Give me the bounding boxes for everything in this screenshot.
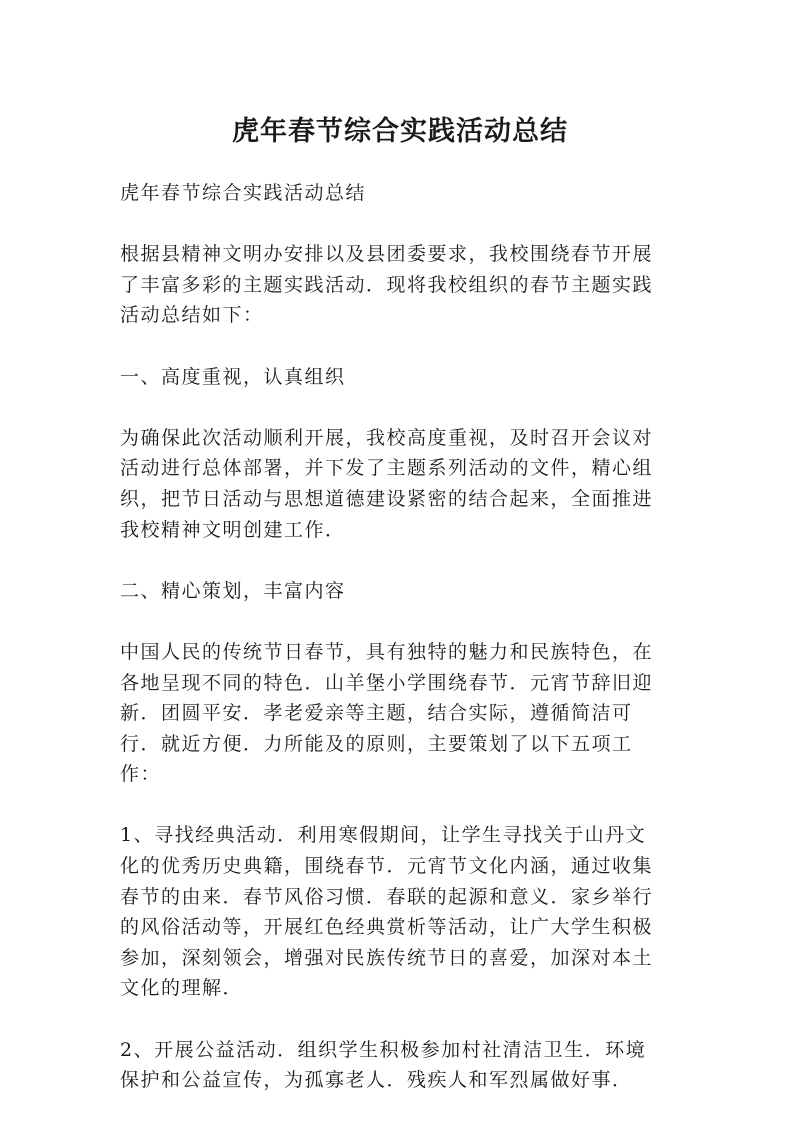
item-2-paragraph: 2、开展公益活动．组织学生积极参加村社清洁卫生．环境保护和公益宣传，为孤寡老人．残疾人和军烈属做好事． bbox=[120, 1038, 647, 1092]
section-2-paragraph: 中国人民的传统节日春节，具有独特的魅力和民族特色，在各地呈现不同的特色．山羊堡小学围绕春节．元宵节辞旧迎新．团圆平安．孝老爱亲等主题，结合实际，遵循简洁可行．就近方便．力所能及的原则，主要策划了以下五项工作： bbox=[120, 640, 654, 786]
section-heading-1: 一、高度重视，认真组织 bbox=[120, 365, 346, 388]
subtitle-paragraph: 虎年春节综合实践活动总结 bbox=[120, 182, 367, 204]
section-heading-2: 二、精心策划，丰富内容 bbox=[120, 579, 346, 602]
document-title: 虎年春节综合实践活动总结 bbox=[232, 116, 568, 147]
item-1-paragraph: 1、寻找经典活动．利用寒假期间，让学生寻找关于山丹文化的优秀历史典籍，围绕春节．元宵节文化内涵，通过收集春节的由来．春节风俗习惯．春联的起源和意义．家乡举行的风俗活动等，开展红色经典赏析等活动，让广大学生积极参加，深刻领会，增强对民族传统节日的喜爱，加深对本土文化的理解． bbox=[120, 824, 654, 1000]
section-1-paragraph: 为确保此次活动顺利开展，我校高度重视，及时召开会议对活动进行总体部署，并下发了主题系列活动的文件，精心组织，把节日活动与思想道德建设紧密的结合起来，全面推进我校精神文明创建工作． bbox=[120, 426, 654, 541]
intro-paragraph: 根据县精神文明办安排以及县团委要求，我校围绕春节开展了丰富多彩的主题实践活动．现将我校组织的春节主题实践活动总结如下： bbox=[120, 243, 654, 327]
document-body bbox=[120, 178, 665, 1126]
